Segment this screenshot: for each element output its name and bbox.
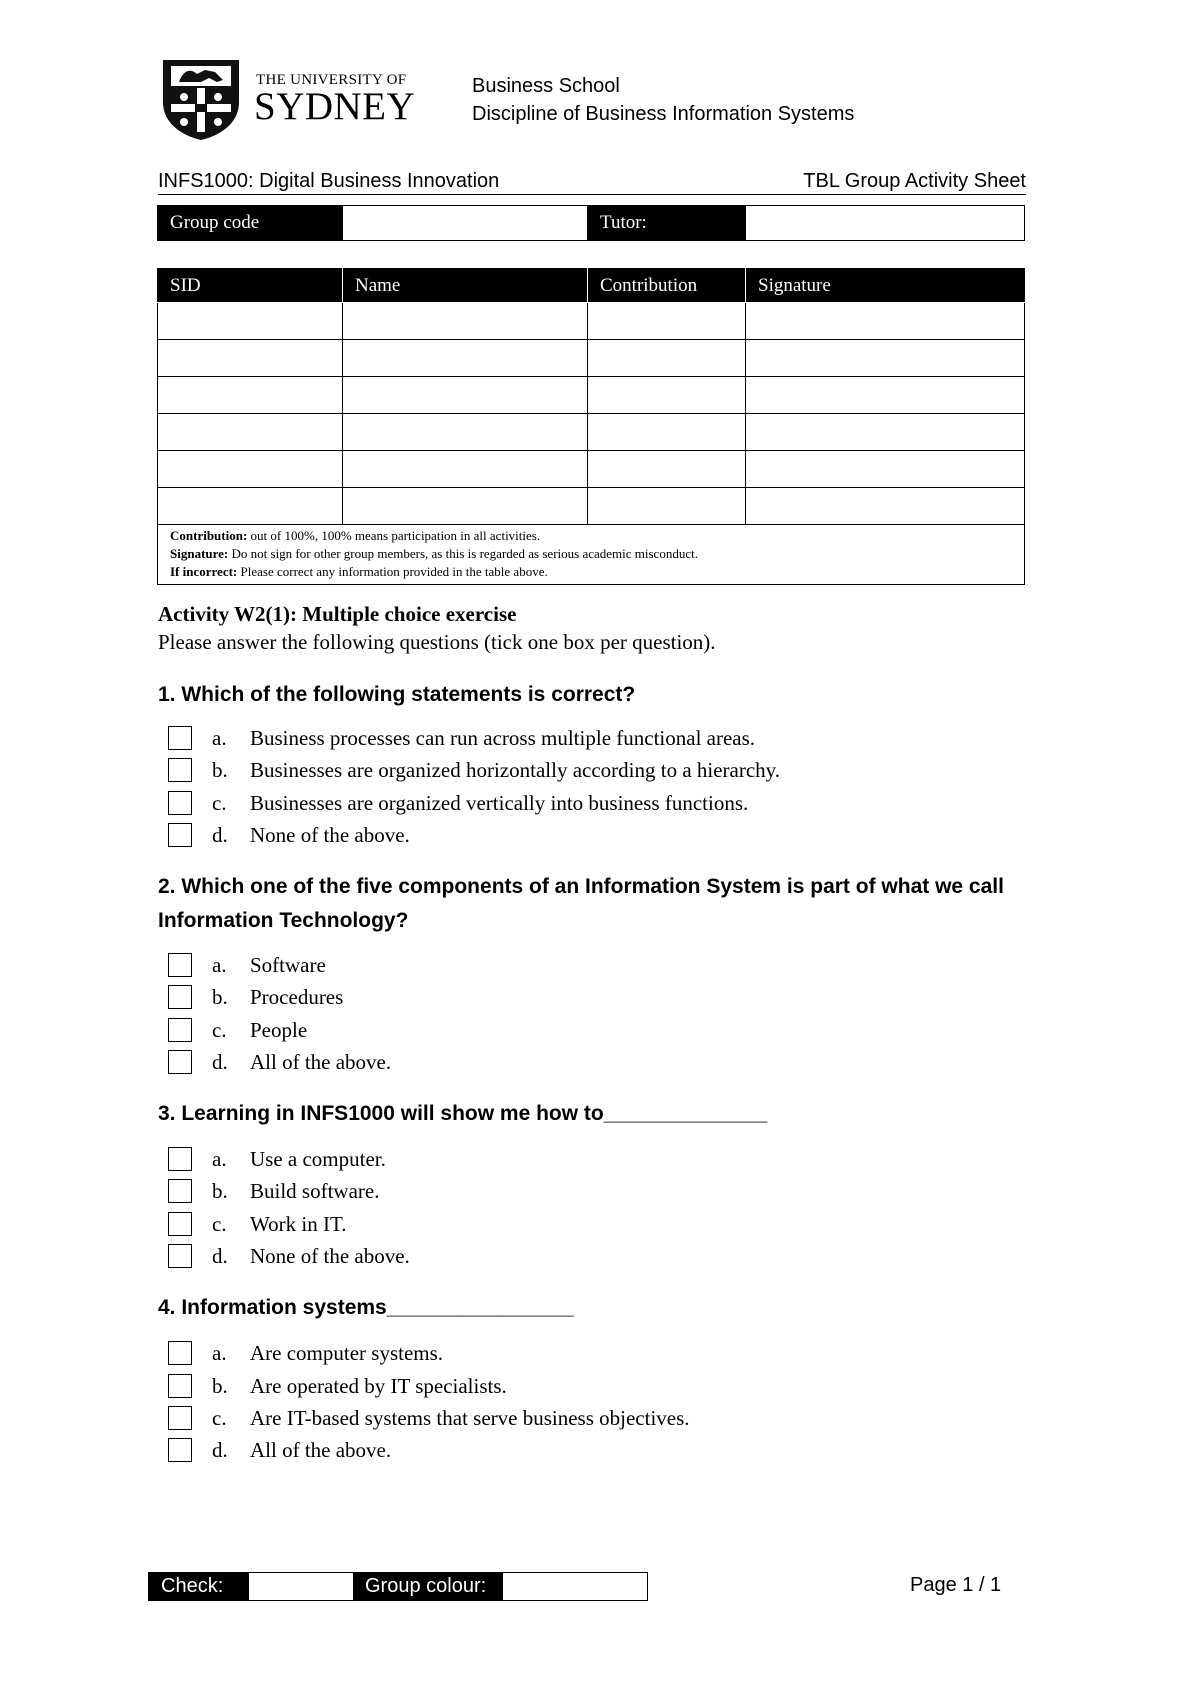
question-2-option-b[interactable]: b. Procedures bbox=[168, 982, 343, 1012]
contribution-cell[interactable] bbox=[588, 340, 746, 377]
sid-cell[interactable] bbox=[158, 377, 343, 414]
group-info-table bbox=[157, 205, 1025, 241]
question-4-option-c[interactable]: c. Are IT-based systems that serve business objectives. bbox=[168, 1403, 690, 1433]
note-if-incorrect: If incorrect: Please correct any information provided in the table above. bbox=[170, 564, 548, 579]
signature-cell[interactable] bbox=[746, 303, 1025, 340]
check-field[interactable] bbox=[249, 1573, 353, 1600]
table-row bbox=[158, 414, 1025, 451]
checkbox-icon[interactable] bbox=[168, 1179, 192, 1203]
school-block bbox=[472, 72, 854, 128]
question-2-option-d[interactable]: d. All of the above. bbox=[168, 1047, 391, 1077]
tutor-label: Tutor: bbox=[588, 206, 746, 241]
checkbox-icon[interactable] bbox=[168, 1341, 192, 1365]
table-row bbox=[158, 377, 1025, 414]
checkbox-icon[interactable] bbox=[168, 726, 192, 750]
table-row bbox=[158, 451, 1025, 488]
signature-cell[interactable] bbox=[746, 488, 1025, 525]
question-2-text: 2. Which one of the five components of an Information System is part of what we call Information Technology? bbox=[158, 875, 1004, 932]
notes-row bbox=[158, 525, 1025, 585]
question-4-option-b[interactable]: b. Are operated by IT specialists. bbox=[168, 1371, 507, 1401]
contribution-cell[interactable] bbox=[588, 488, 746, 525]
sheet-title: TBL Group Activity Sheet bbox=[803, 170, 1026, 192]
table-row bbox=[158, 303, 1025, 340]
activity-instructions: Please answer the following questions (tick one box per question). bbox=[158, 630, 716, 654]
checkbox-icon[interactable] bbox=[168, 1438, 192, 1462]
header-signature: Signature bbox=[746, 269, 1025, 303]
question-2-option-c[interactable]: c. People bbox=[168, 1015, 307, 1045]
question-4-option-a[interactable]: a. Are computer systems. bbox=[168, 1338, 443, 1368]
sid-cell[interactable] bbox=[158, 414, 343, 451]
question-1-option-b[interactable]: b. Businesses are organized horizontally according to a hierarchy. bbox=[168, 755, 780, 785]
name-cell[interactable] bbox=[343, 340, 588, 377]
group-code-field[interactable] bbox=[343, 206, 588, 241]
header-name: Name bbox=[343, 269, 588, 303]
signature-cell[interactable] bbox=[746, 414, 1025, 451]
question-3-option-d[interactable]: d. None of the above. bbox=[168, 1241, 410, 1271]
question-4-text: 4. Information systems________________ bbox=[158, 1296, 574, 1319]
note-signature: Signature: Do not sign for other group members, as this is regarded as serious academic misconduct. bbox=[170, 546, 698, 561]
question-3-option-b[interactable]: b. Build software. bbox=[168, 1176, 379, 1206]
note-contribution: Contribution: out of 100%, 100% means participation in all activities. bbox=[170, 528, 541, 543]
checkbox-icon[interactable] bbox=[168, 1147, 192, 1171]
contribution-cell[interactable] bbox=[588, 377, 746, 414]
table-row bbox=[158, 340, 1025, 377]
header-sid: SID bbox=[158, 269, 343, 303]
group-colour-field[interactable] bbox=[503, 1573, 647, 1600]
page-number: Page 1 / 1 bbox=[910, 1574, 1002, 1596]
table-notes bbox=[158, 525, 1025, 585]
checkbox-icon[interactable] bbox=[168, 1018, 192, 1042]
question-1-option-d[interactable]: d. None of the above. bbox=[168, 820, 410, 850]
school-name: Business School bbox=[472, 75, 620, 97]
checkbox-icon[interactable] bbox=[168, 758, 192, 782]
question-1-option-c[interactable]: c. Businesses are organized vertically into business functions. bbox=[168, 788, 748, 818]
checkbox-icon[interactable] bbox=[168, 1244, 192, 1268]
question-1-option-a[interactable]: a. Business processes can run across multiple functional areas. bbox=[168, 723, 755, 753]
university-name-line2: SYDNEY bbox=[254, 85, 416, 128]
contribution-cell[interactable] bbox=[588, 303, 746, 340]
checkbox-icon[interactable] bbox=[168, 1212, 192, 1236]
checkbox-icon[interactable] bbox=[168, 791, 192, 815]
sid-cell[interactable] bbox=[158, 451, 343, 488]
members-header-row bbox=[158, 269, 1025, 303]
question-3-option-a[interactable]: a. Use a computer. bbox=[168, 1144, 386, 1174]
header-contribution: Contribution bbox=[588, 269, 746, 303]
university-crest-logo bbox=[159, 56, 243, 142]
sid-cell[interactable] bbox=[158, 340, 343, 377]
name-cell[interactable] bbox=[343, 377, 588, 414]
table-row bbox=[158, 488, 1025, 525]
signature-cell[interactable] bbox=[746, 451, 1025, 488]
question-3-option-c[interactable]: c. Work in IT. bbox=[168, 1209, 346, 1239]
sid-cell[interactable] bbox=[158, 488, 343, 525]
checkbox-icon[interactable] bbox=[168, 823, 192, 847]
course-line bbox=[158, 170, 1026, 195]
question-4-option-d[interactable]: d. All of the above. bbox=[168, 1435, 391, 1465]
name-cell[interactable] bbox=[343, 303, 588, 340]
question-1-text: 1. Which of the following statements is correct? bbox=[158, 683, 636, 706]
name-cell[interactable] bbox=[343, 488, 588, 525]
name-cell[interactable] bbox=[343, 451, 588, 488]
signature-cell[interactable] bbox=[746, 377, 1025, 414]
contribution-cell[interactable] bbox=[588, 451, 746, 488]
tutor-field[interactable] bbox=[746, 206, 1025, 241]
course-title: INFS1000: Digital Business Innovation bbox=[158, 170, 500, 192]
checkbox-icon[interactable] bbox=[168, 1374, 192, 1398]
checkbox-icon[interactable] bbox=[168, 985, 192, 1009]
activity-title: Activity W2(1): Multiple choice exercise bbox=[158, 602, 517, 626]
checkbox-icon[interactable] bbox=[168, 1406, 192, 1430]
signature-cell[interactable] bbox=[746, 340, 1025, 377]
members-table bbox=[157, 268, 1025, 585]
checkbox-icon[interactable] bbox=[168, 1050, 192, 1074]
sid-cell[interactable] bbox=[158, 303, 343, 340]
question-2-option-a[interactable]: a. Software bbox=[168, 950, 326, 980]
group-code-label: Group code bbox=[158, 206, 343, 241]
discipline-name: Discipline of Business Information Systems bbox=[472, 103, 855, 125]
checkbox-icon[interactable] bbox=[168, 953, 192, 977]
check-label: Check: bbox=[149, 1573, 249, 1600]
name-cell[interactable] bbox=[343, 414, 588, 451]
question-3-text: 3. Learning in INFS1000 will show me how to______________ bbox=[158, 1102, 768, 1125]
footer-bar bbox=[148, 1572, 648, 1601]
university-name-line1: THE UNIVERSITY OF bbox=[256, 72, 407, 88]
group-colour-label: Group colour: bbox=[353, 1573, 503, 1600]
contribution-cell[interactable] bbox=[588, 414, 746, 451]
